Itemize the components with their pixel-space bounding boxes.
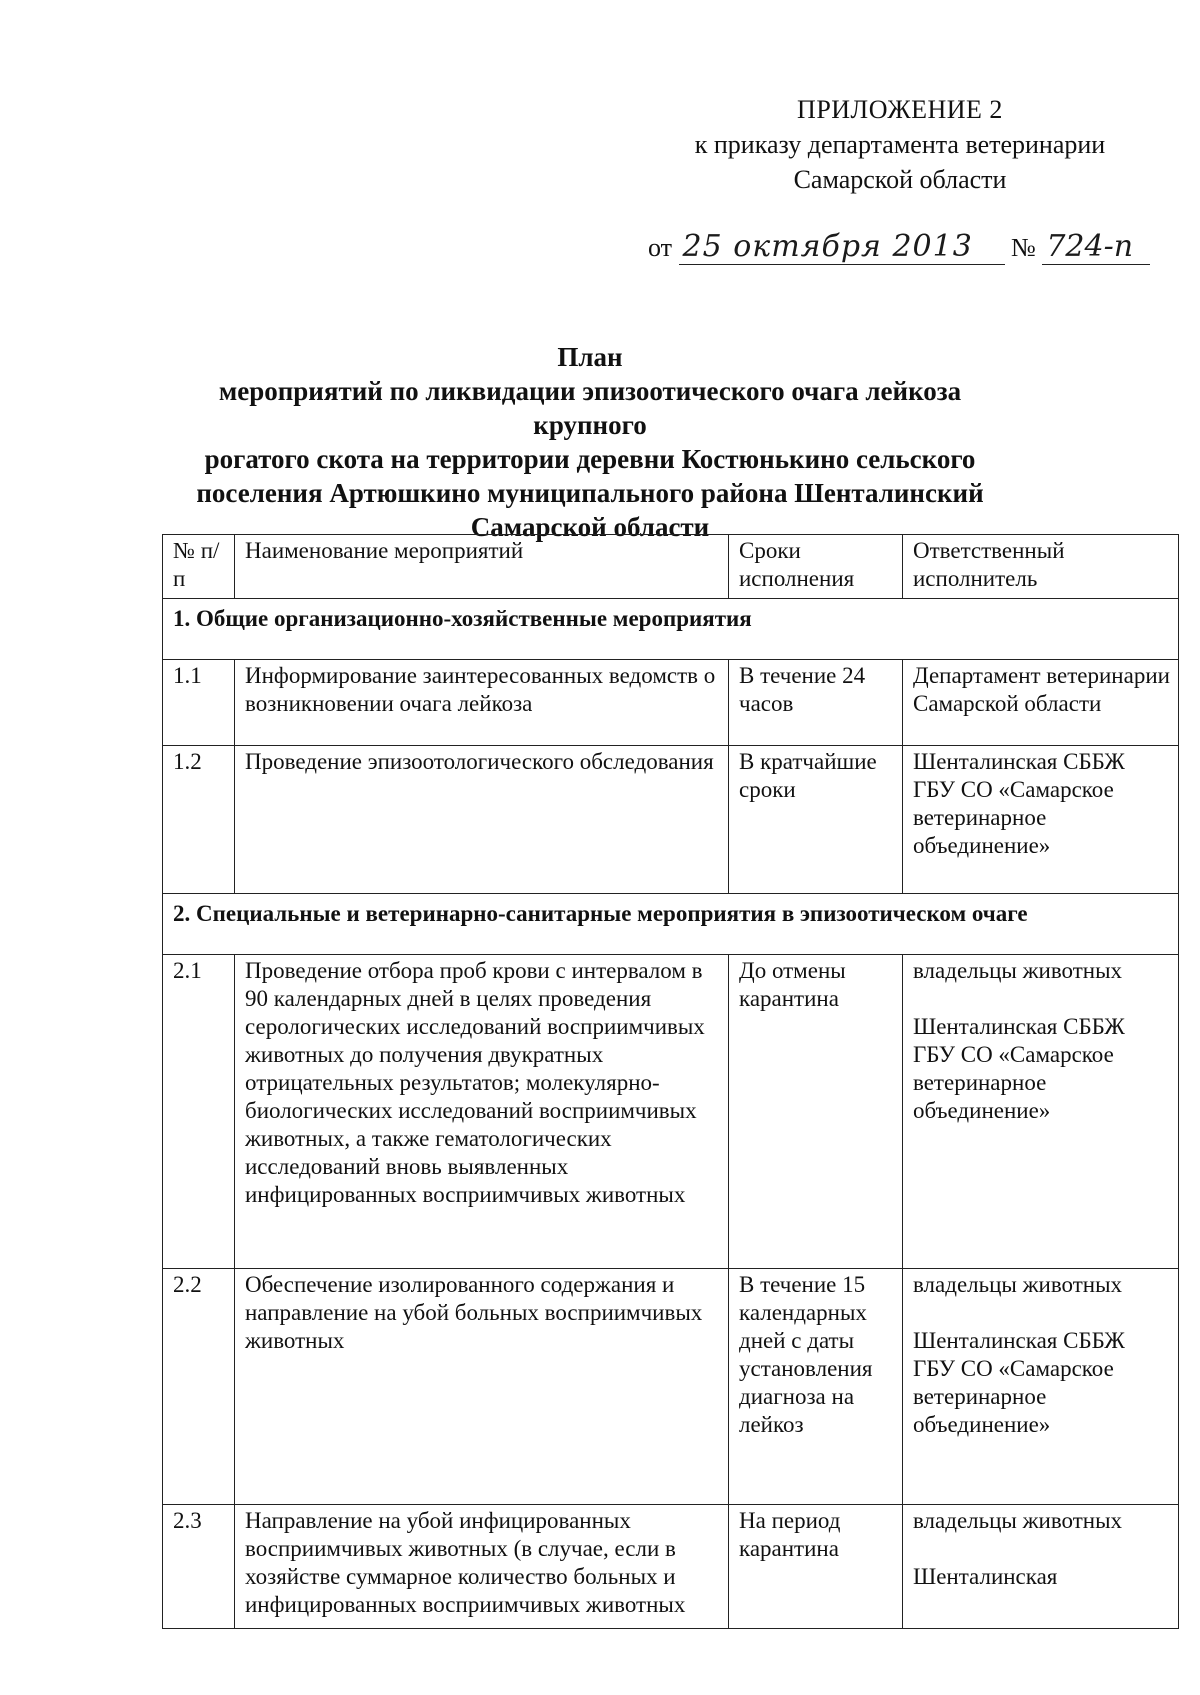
document-title [160, 340, 1020, 544]
row-name: Проведение отбора проб крови с интервалом в 90 календарных дней в целях проведения серологических исследований восприимчивых животных до получения двукратных отрицательных результатов; молекулярно-биологических исследований восприимчивых животных, а также гематологических исследований вновь выявленных инфицированных восприимчивых животных [235, 955, 729, 1269]
row-num: 2.1 [163, 955, 235, 1269]
row-resp-owner: владельцы животных [913, 958, 1123, 983]
table-row [163, 660, 1179, 746]
row-num: 2.3 [163, 1505, 235, 1629]
row-term: В кратчайшие сроки [729, 746, 903, 894]
row-term: На период карантина [729, 1505, 903, 1629]
row-resp-station: Шенталинская СББЖ ГБУ СО «Самарское ветеринарное объединение» [913, 1014, 1125, 1123]
row-resp [903, 1269, 1179, 1505]
row-name: Проведение эпизоотологического обследования [235, 746, 729, 894]
title-line-1: План [557, 342, 623, 372]
section-title-2: 2. Специальные и ветеринарно-санитарные мероприятия в эпизоотическом очаге [163, 894, 1179, 955]
section-row-1 [163, 599, 1179, 660]
row-name: Направление на убой инфицированных восприимчивых животных (в случае, если в хозяйстве суммарное количество больных и инфицированных восприимчивых животных [235, 1505, 729, 1629]
title-line-4: поселения Артюшкино муниципального района Шенталинский [196, 478, 984, 508]
table-header-row [163, 535, 1179, 599]
row-resp-owner: владельцы животных [913, 1272, 1123, 1297]
row-resp-owner: владельцы животных [913, 1508, 1123, 1533]
row-resp: Департамент ветеринарии Самарской области [903, 660, 1179, 746]
row-term: В течение 24 часов [729, 660, 903, 746]
table-row [163, 1269, 1179, 1505]
row-resp [903, 955, 1179, 1269]
plan-table [162, 534, 1179, 1629]
header-resp: Ответственный исполнитель [903, 535, 1179, 599]
row-term: До отмены карантина [729, 955, 903, 1269]
annex-title: ПРИЛОЖЕНИЕ 2 [797, 95, 1003, 124]
title-line-2: мероприятий по ликвидации эпизоотического очага лейкоза крупного [218, 376, 962, 440]
row-resp: Шенталинская СББЖ ГБУ СО «Самарское ветеринарное объединение» [903, 746, 1179, 894]
row-resp-station: Шенталинская [913, 1564, 1058, 1589]
annex-line-2: Самарской области [793, 165, 1007, 194]
order-reference [648, 228, 1168, 268]
row-num: 1.1 [163, 660, 235, 746]
table-row [163, 746, 1179, 894]
section-row-2 [163, 894, 1179, 955]
table-row [163, 1505, 1179, 1629]
row-name: Обеспечение изолированного содержания и направление на убой больных восприимчивых животных [235, 1269, 729, 1505]
order-number: 724-п [1042, 230, 1150, 265]
row-resp [903, 1505, 1179, 1629]
title-line-3: рогатого скота на территории деревни Костюнькино сельского [204, 444, 976, 474]
header-term: Сроки исполнения [729, 535, 903, 599]
section-title-1: 1. Общие организационно-хозяйственные мероприятия [163, 599, 1179, 660]
row-name: Информирование заинтересованных ведомств о возникновении очага лейкоза [235, 660, 729, 746]
row-num: 1.2 [163, 746, 235, 894]
title-line-5: Самарской области [470, 512, 710, 542]
row-num: 2.2 [163, 1269, 235, 1505]
order-number-label: № [1011, 233, 1036, 262]
order-from-label: от [648, 233, 673, 262]
table-row [163, 955, 1179, 1269]
header-name: Наименование мероприятий [235, 535, 729, 599]
row-resp-station: Шенталинская СББЖ ГБУ СО «Самарское ветеринарное объединение» [913, 1328, 1125, 1437]
row-term: В течение 15 календарных дней с даты установления диагноза на лейкоз [729, 1269, 903, 1505]
header-num: № п/п [163, 535, 235, 599]
annex-header [640, 92, 1160, 197]
annex-line-1: к приказу департамента ветеринарии [694, 130, 1106, 159]
order-date: 25 октября 2013 [679, 230, 1005, 265]
